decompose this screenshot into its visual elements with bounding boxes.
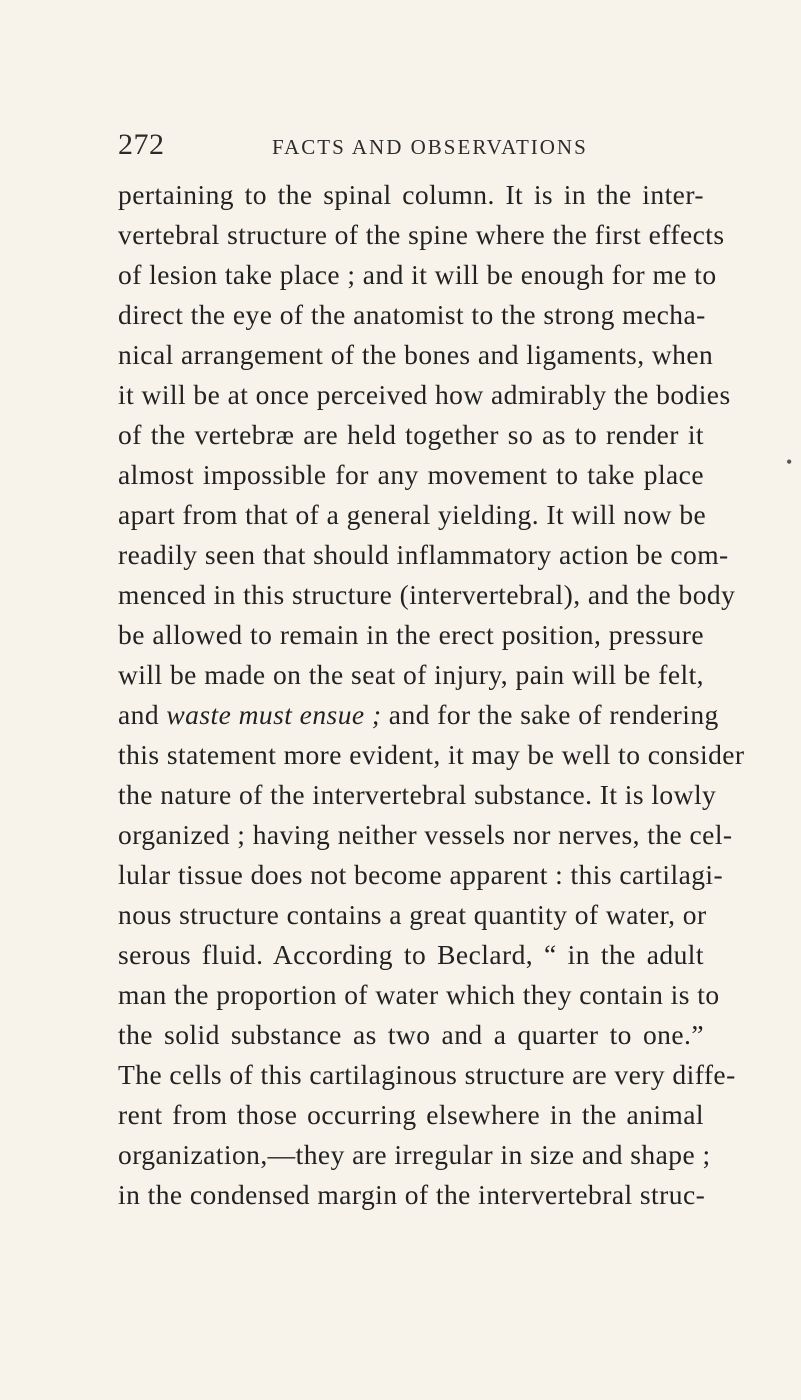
italic-phrase: waste must ensue ;	[166, 699, 382, 730]
text-line: in the condensed margin of the intervertebral struc-	[118, 1179, 706, 1210]
text-segment: and	[118, 699, 167, 730]
page-header	[118, 128, 698, 168]
text-line: be allowed to remain in the erect position, pressure	[118, 619, 704, 650]
text-line: the nature of the intervertebral substance. It is lowly	[118, 779, 717, 810]
text-line: serous fluid. According to Beclard, “ in the adult	[118, 939, 704, 970]
text-line: this statement more evident, it may be well to consider	[118, 739, 745, 770]
text-line: it will be at once perceived how admirably the bodies	[118, 379, 731, 410]
text-line: nous structure contains a great quantity of water, or	[118, 899, 707, 930]
text-line: man the proportion of water which they contain is to	[118, 979, 720, 1010]
text-line: readily seen that should inflammatory action be com-	[118, 539, 729, 570]
running-head: FACTS AND OBSERVATIONS	[272, 135, 588, 159]
text-line: almost impossible for any movement to take place	[118, 459, 704, 490]
text-line: vertebral structure of the spine where the first effects	[118, 219, 725, 250]
text-line-with-italic	[118, 695, 719, 735]
text-line: of the vertebræ are held together so as to render it	[118, 419, 704, 450]
text-line: organized ; having neither vessels nor nerves, the cel-	[118, 819, 733, 850]
margin-mark: •	[786, 452, 793, 472]
text-line: menced in this structure (intervertebral), and the body	[118, 579, 736, 610]
text-segment: and for the sake of rendering	[381, 699, 719, 730]
text-line: of lesion take place ; and it will be enough for me to	[118, 259, 717, 290]
text-line: The cells of this cartilaginous structure are very diffe-	[118, 1059, 736, 1090]
text-line: rent from those occurring elsewhere in the animal	[118, 1099, 704, 1130]
text-line: lular tissue does not become apparent : this cartilagi-	[118, 859, 724, 890]
text-line: pertaining to the spinal column. It is in the inter-	[118, 179, 704, 210]
text-line: apart from that of a general yielding. It will now be	[118, 499, 707, 530]
text-line: direct the eye of the anatomist to the strong mecha-	[118, 299, 706, 330]
text-line: organization,—they are irregular in size and shape ;	[118, 1139, 711, 1170]
text-line: nical arrangement of the bones and ligaments, when	[118, 339, 714, 370]
text-line: will be made on the seat of injury, pain will be felt,	[118, 659, 704, 690]
text-line: the solid substance as two and a quarter to one.”	[118, 1019, 704, 1050]
body-text	[118, 175, 745, 1215]
page-number: 272	[118, 128, 165, 161]
